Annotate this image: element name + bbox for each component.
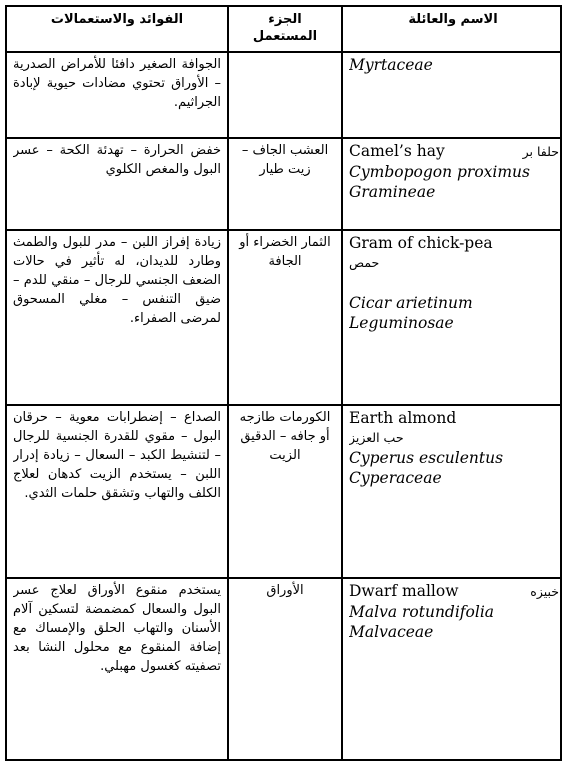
name-cell (349, 141, 559, 227)
arabic-name: حب العزيز (349, 430, 404, 445)
header-name: الاسم والعائلة (408, 12, 498, 27)
row-divider (7, 577, 560, 579)
part-cell: الأوراق (266, 583, 304, 598)
english-name: Gram of chick-pea (349, 234, 493, 252)
arabic-name: حمص (349, 255, 380, 270)
row-divider (7, 137, 560, 139)
uses-cell: الصداع – إضطرابات معوية – حرقان البول – مقوي للقدرة الجنسية للرجال – لتنشيط الكبد – السعال – زيادة إدرار اللبن – يستخدم الزيت كدهان لعلاج الكلف والتهاب وتشقق حلمات الثدي. (13, 410, 221, 501)
species-name: Cymbopogon proximus (349, 163, 530, 181)
row-divider (7, 51, 560, 53)
family-name: Cyperaceae (349, 469, 442, 487)
uses-cell: خفض الحرارة – تهدئة الكحة – عسر البول والمغص الكلوي (13, 143, 221, 177)
family-name: Gramineae (349, 183, 436, 201)
name-cell (349, 408, 559, 575)
family-name: Myrtaceae (349, 56, 433, 74)
column-divider (341, 7, 343, 759)
species-name: Cyperus esculentus (349, 449, 504, 467)
row-divider (7, 404, 560, 406)
row-divider (7, 229, 560, 231)
family-name: Malvaceae (349, 623, 434, 641)
family-name: Leguminosae (349, 314, 454, 332)
uses-cell: الجوافة الصغير دافئا للأمراض الصدرية – الأوراق تحتوي مضادات حيوية لإبادة الجراثيم. (13, 57, 221, 110)
part-cell: الكورمات طازجه أو جافه – الدقيق الزيت (239, 410, 331, 463)
part-cell: العشب الجاف – زيت طيار (241, 143, 329, 177)
plants-table (5, 5, 562, 761)
name-cell (349, 581, 559, 759)
uses-cell: يستخدم منقوع الأوراق لعلاج عسر البول والسعال كمضمضة لتسكين آلام الأسنان والتهاب الحلق والإمساك مع إضافة المنقوع مع محلول النشا بعد تصفيته كغسول مهبلي. (13, 583, 221, 674)
part-cell (233, 55, 337, 135)
header-part: الجزء المستعمل (252, 12, 318, 44)
name-cell (349, 233, 559, 402)
part-cell: الثمار الخضراء أو الجافة (239, 235, 331, 269)
arabic-name: حلفا بر (522, 144, 559, 159)
species-name: Malva rotundifolia (349, 603, 495, 621)
header-uses: الفوائد والاستعمالات (50, 12, 184, 27)
column-divider (227, 7, 229, 759)
name-cell (349, 55, 559, 135)
english-name: Earth almond (349, 409, 457, 427)
english-name: Dwarf mallow (349, 582, 459, 600)
uses-cell: زيادة إفراز اللبن – مدر للبول والطمث وطارد للديدان، له تأثير في حالات الضعف الجنسي للرجال – منقي للدم – ضيق التنفس – مغلي المسحوق لمرضى الصفراء. (13, 235, 221, 326)
arabic-name: خبيزه (530, 584, 559, 599)
species-name: Cicar arietinum (349, 294, 473, 312)
english-name: Camel’s hay (349, 142, 445, 160)
